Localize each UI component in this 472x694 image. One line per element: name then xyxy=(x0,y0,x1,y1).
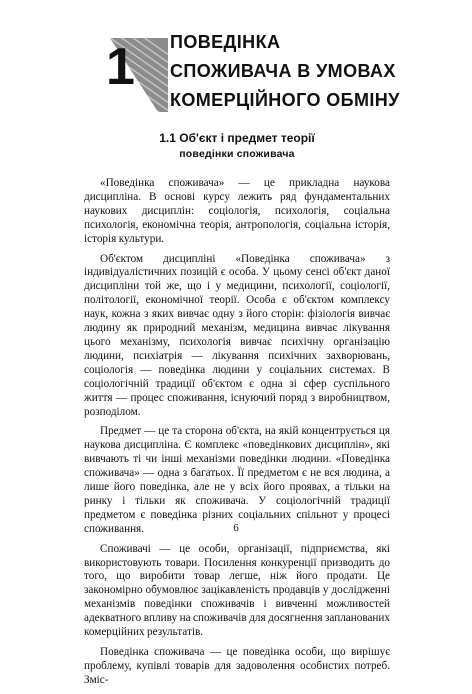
paragraph: Поведінка споживача — це поведінка особи, що вирішує проблему, купівлі товарів для задоволення особистих потреб. Зміс- xyxy=(84,646,390,686)
chapter-title-line: ПОВЕДІНКА xyxy=(170,32,281,52)
chapter-title-line: КОМЕРЦІЙНОГО ОБМІНУ xyxy=(170,90,400,110)
paragraph: Споживачі — це особи, організації, підприємства, які використовують товари. Посилення конкуренції призводить до того, що виробити товар легше, ніж його продати. Це закономірно обумовлює зацікавленість продавців у дослідженні механізмів поведінки споживачів і вивченні можливостей адекватного впливу на споживачів для досягнення запланованих комерційних результатів. xyxy=(84,542,390,639)
section-heading xyxy=(96,130,378,162)
chapter-number: 1 xyxy=(106,38,135,96)
chapter-emblem-graphic xyxy=(96,28,168,112)
body-text xyxy=(84,177,390,694)
section-heading-line1: 1.1 Об'єкт і предмет теорії xyxy=(159,131,315,145)
paragraph: «Поведінка споживача» — це прикладна наукова дисципліна. В основі курсу лежить ряд фундаментальних наукових дисциплін: соціологія, психологія, соціальна психологія, економічна теорія, антропологія, соціальна історія, історія культури. xyxy=(84,177,390,245)
chapter-title xyxy=(170,28,420,115)
section-heading-line2: поведінки споживача xyxy=(179,148,295,160)
chapter-title-line: СПОЖИВАЧА В УМОВАХ xyxy=(170,61,396,81)
chapter-emblem xyxy=(96,28,168,112)
page-number: 6 xyxy=(233,522,239,534)
paragraph: Об'єктом дисципліні «Поведінка споживача» з індивідуалістичних позицій є особа. У цьому сенсі об'єкт даної дисципліни той же, що і у медицини, психології, соціології, політології, економічної теорії. Особа є об'єктом комплексу наук, кожна з яких вивчає одну з його сторін: фізіологія вивчає людину як природний механізм, медицина вивчає лікування цього механізму, психологія вивчає психічну організацію людини, психіатрія — лікування психічних захворювань, соціологія — поведінка людини у соціальних системах. В соціологічній традиції об'єктом є одна зі сфер суспільного життя — процес споживання, існуючий поряд з виробництвом, розподілом. xyxy=(84,252,390,418)
paragraph: Предмет — це та сторона об'єкта, на якій концентрується ця наукова дисципліна. Є комплекс «поведінкових дисциплін», які вивчають ті чи інші механізми поведінки людини. «Поведінка споживача» — одна з багатьох. Її предметом є не вся людина, а лише його поведінка, але не у всіх його проявах, а тільки на ринку і тільки як споживача. У соціологічній традиції предметом є поведінка різних соціальних спільнот у процесі споживання. xyxy=(84,425,390,535)
